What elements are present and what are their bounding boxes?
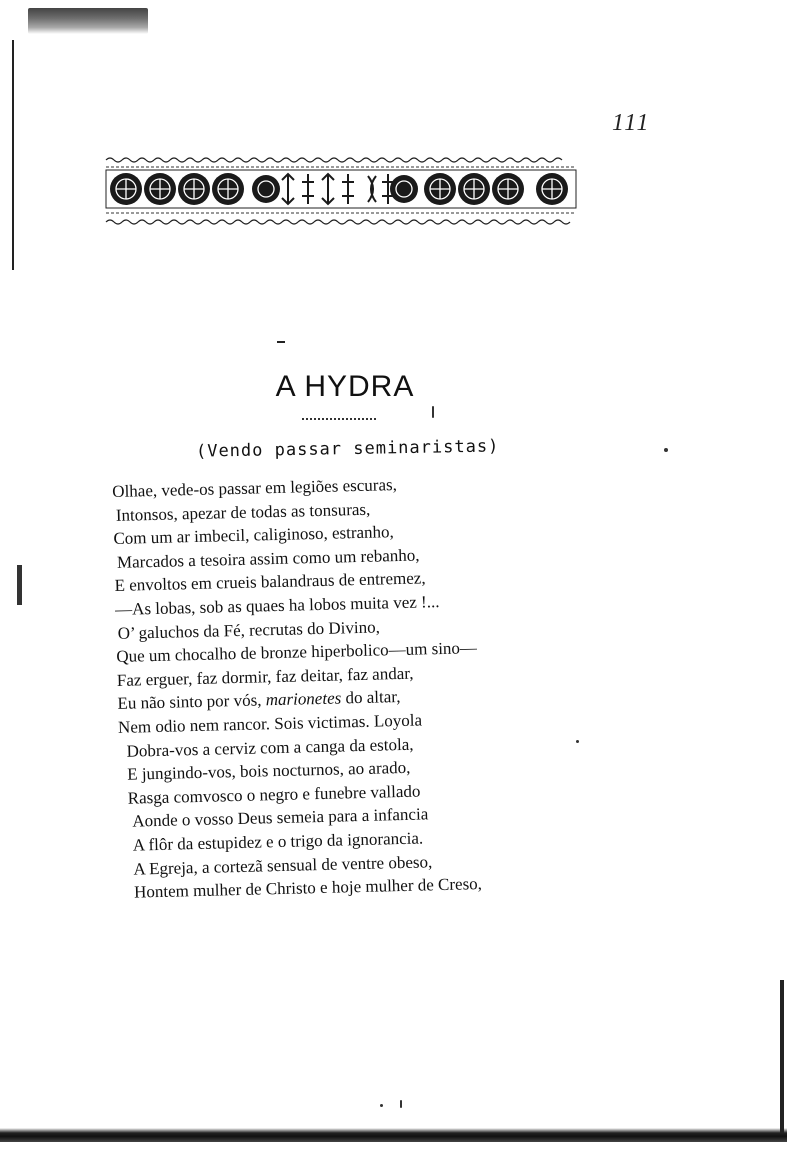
poem-line: Rasga comvosco o negro e funebre vallado bbox=[127, 781, 421, 808]
scan-speck bbox=[664, 448, 668, 452]
scan-edge-left bbox=[12, 40, 14, 270]
page-number: 111 bbox=[612, 110, 651, 136]
poem-body bbox=[112, 469, 582, 905]
scan-edge-bottom bbox=[0, 1128, 787, 1142]
poem-line-text: Eu não sinto por vós, bbox=[117, 690, 266, 714]
poem-line: E jungindo-vos, bois nocturnos, ao arado, bbox=[126, 757, 411, 784]
scan-speck bbox=[432, 406, 434, 418]
poem-title: A HYDRA bbox=[275, 370, 415, 403]
poem-line: O’ galuchos da Fé, recrutas do Divino, bbox=[117, 617, 381, 643]
scan-speck bbox=[380, 1104, 383, 1107]
poem-line: E envoltos em crueis balandraus de entremez, bbox=[114, 568, 426, 596]
poem-line: Dobra-vos a cerviz com a canga da estola, bbox=[126, 734, 414, 761]
poem-subtitle: (Vendo passar seminaristas) bbox=[195, 436, 500, 462]
poem-line: A Egreja, a cortezã sensual de ventre obeso, bbox=[133, 851, 433, 879]
scan-edge-right bbox=[780, 980, 784, 1140]
scan-speck bbox=[576, 740, 579, 743]
poem-line: Hontem mulher de Christo e hoje mulher de Creso, bbox=[133, 874, 483, 902]
poem-line: A flôr da estupidez e o trigo da ignorancia. bbox=[132, 828, 424, 855]
scan-speck bbox=[400, 1100, 402, 1108]
scan-edge-top bbox=[28, 8, 148, 34]
poem-line-text: do altar, bbox=[340, 687, 401, 708]
poem-line: Nem odio nem rancor. Sois victimas. Loyola bbox=[117, 710, 423, 737]
poem-line: Aonde o vosso Deus semeia para a infancia bbox=[132, 804, 429, 831]
poem-line: Faz erguer, faz dormir, faz deitar, faz andar, bbox=[116, 663, 414, 690]
ornament-border bbox=[104, 150, 580, 230]
stray-mark bbox=[277, 341, 285, 343]
poem-emphasis: marionetes bbox=[265, 688, 342, 710]
scan-edge-left-mark bbox=[17, 565, 22, 605]
poem-line: Intonsos, apezar de todas as tonsuras, bbox=[115, 499, 371, 525]
poem-line: Que um chocalho de bronze hiperbolico—um sino— bbox=[116, 638, 478, 667]
poem-line: Marcados a tesoira assim como um rebanho, bbox=[116, 545, 420, 572]
poem-line: Olhae, vede-os passar em legiões escuras, bbox=[112, 475, 398, 501]
title-divider bbox=[302, 418, 376, 420]
poem-line: —As lobas, sob as quaes ha lobos muita vez !... bbox=[114, 592, 440, 619]
poem-line: Com um ar imbecil, caliginoso, estranho, bbox=[113, 522, 395, 549]
